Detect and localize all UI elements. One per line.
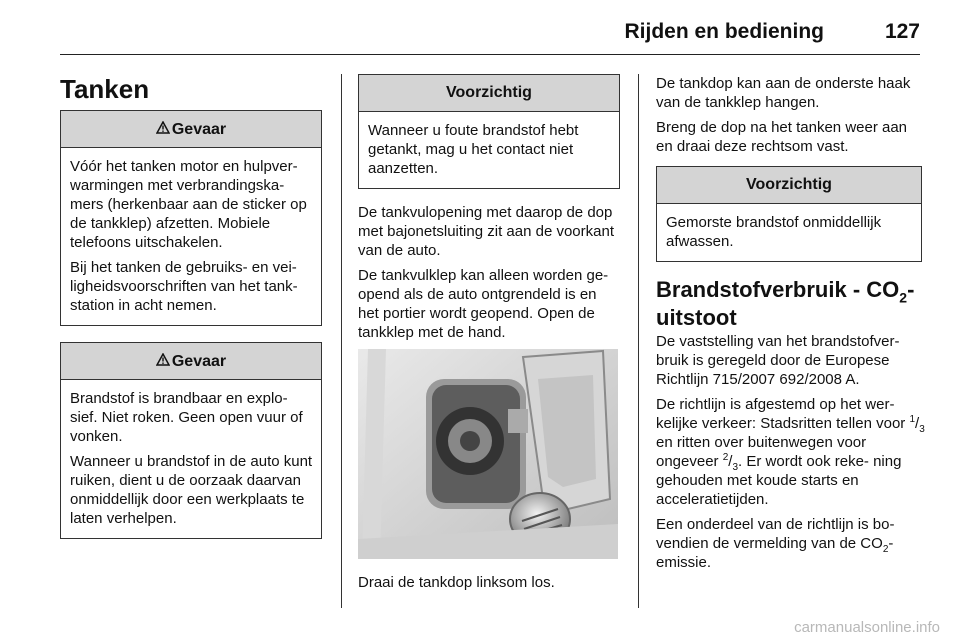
page-header bbox=[60, 0, 920, 55]
caution-box-title: Voorzichtig bbox=[657, 167, 921, 204]
danger-box-header bbox=[61, 343, 321, 380]
watermark-text: carmanualsonline.info bbox=[794, 619, 940, 636]
section-heading-brandstofverbruik: Brandstofverbruik - $CO_2-$ uitstoot bbox=[656, 277, 915, 330]
body-paragraph: De richtlijn is afgestemd op het wer- kelijke verkeer: Stadsritten tellen voor $^1/_3$ en ritten over buitenwegen voor ongeveer $^2/_3$. Er wordt ook reke- ning gehouden met koude starts en acceleratietijden. bbox=[656, 396, 925, 508]
fuel-cap-photo bbox=[358, 349, 618, 559]
danger-box-2 bbox=[60, 342, 322, 539]
section-heading-tanken: Tanken bbox=[60, 74, 150, 104]
caution-box bbox=[656, 166, 922, 262]
body-paragraph: Breng de dop na het tanken weer aan en draai deze rechtsom vast. bbox=[656, 119, 908, 155]
page-number: 127 bbox=[884, 20, 920, 43]
warning-icon bbox=[156, 343, 170, 379]
body-paragraph: De tankdop kan aan de onderste haak van de tankklep hangen. bbox=[656, 75, 911, 111]
danger-text: Bij het tanken de gebruiks- en vei- ligheidsvoorschriften van het tank- station in acht nemen. bbox=[70, 259, 298, 314]
body-paragraph: Een onderdeel van de richtlijn is bo- vendien de vermelding van de $CO_2-$ emissie. bbox=[656, 516, 895, 571]
caution-text: Wanneer u foute brandstof hebt getankt, mag u het contact niet aanzetten. bbox=[368, 122, 579, 177]
body-paragraph: De tankvulklep kan alleen worden ge- opend als de auto ontgrendeld is en het portier wordt geopend. Open de tankklep met de hand. bbox=[358, 267, 609, 341]
danger-box-header bbox=[61, 111, 321, 148]
column-3 bbox=[656, 74, 926, 578]
danger-text: Vóór het tanken motor en hulpver- warmingen met verbrandingska- mers (herkenbaar aan de sticker op de tankklep) afzetten. Mobiele telefoons uitschakelen. bbox=[70, 158, 307, 251]
column-1 bbox=[60, 74, 322, 553]
body-paragraph: De tankvulopening met daarop de dop met bajonetsluiting zit aan de voorkant van de auto. bbox=[358, 204, 614, 259]
danger-text: Brandstof is brandbaar en explo- sief. Niet roken. Geen open vuur of vonken. bbox=[70, 390, 303, 445]
danger-box-1 bbox=[60, 110, 322, 326]
warning-icon bbox=[156, 111, 170, 147]
body-paragraph: De vaststelling van het brandstofver- bruik is geregeld door de Europese Richtlijn 715/2007 692/2008 A. bbox=[656, 333, 900, 388]
column-divider bbox=[341, 74, 342, 608]
danger-box-title: Gevaar bbox=[171, 353, 227, 370]
header-title: Rijden en bediening bbox=[624, 20, 824, 43]
caution-box-title: Voorzichtig bbox=[359, 75, 619, 112]
column-2 bbox=[358, 74, 620, 598]
caution-text: Gemorste brandstof onmiddellijk afwassen. bbox=[666, 214, 882, 250]
photo-caption: Draai de tankdop linksom los. bbox=[358, 574, 555, 591]
column-divider bbox=[638, 74, 639, 608]
caution-box bbox=[358, 74, 620, 189]
danger-box-title: Gevaar bbox=[171, 121, 227, 138]
danger-text: Wanneer u brandstof in de auto kunt ruiken, dient u de oorzaak daarvan onmiddellijk door een werkplaats te laten verhelpen. bbox=[70, 453, 313, 527]
